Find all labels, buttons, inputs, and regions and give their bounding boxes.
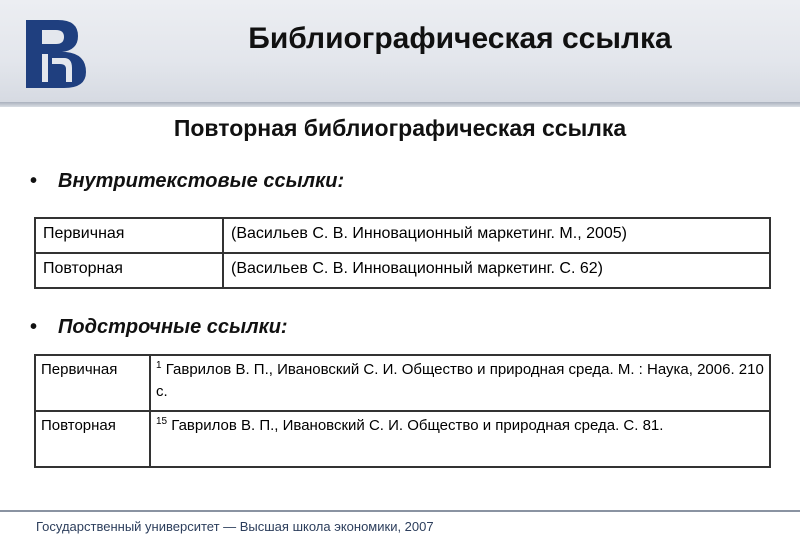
row-label: Повторная bbox=[35, 411, 150, 467]
row-label: Повторная bbox=[35, 253, 223, 288]
slide-subtitle: Повторная библиографическая ссылка bbox=[173, 115, 627, 141]
row-text-cell bbox=[150, 411, 770, 467]
row-text: Гаврилов В. П., Ивановский С. И. Общество и природная среда. М. : Наука, 2006. 210 с. bbox=[156, 361, 764, 400]
slide-title: Библиографическая ссылка bbox=[248, 22, 672, 55]
slide-header bbox=[0, 0, 800, 102]
bullet-footnote-label: Подстрочные ссылки: bbox=[58, 316, 288, 338]
bullet-intext bbox=[30, 170, 344, 193]
footer-divider bbox=[0, 510, 800, 512]
table-row bbox=[35, 411, 770, 467]
row-label: Первичная bbox=[35, 355, 150, 411]
row-text: (Васильев С. В. Инновационный маркетинг. С. 62) bbox=[223, 253, 770, 288]
bullet-footnote bbox=[30, 316, 288, 339]
hse-logo-icon bbox=[20, 16, 92, 92]
row-text: (Васильев С. В. Инновационный маркетинг. М., 2005) bbox=[223, 218, 770, 253]
header-divider bbox=[0, 102, 800, 107]
footnote-number: 1 bbox=[156, 360, 162, 371]
table-row bbox=[35, 218, 770, 253]
footer-text: Государственный университет — Высшая школа экономики, 2007 bbox=[36, 519, 434, 534]
row-label: Первичная bbox=[35, 218, 223, 253]
bullet-intext-label: Внутритекстовые ссылки: bbox=[58, 170, 345, 192]
table-row bbox=[35, 355, 770, 411]
row-text: Гаврилов В. П., Ивановский С. И. Общество и природная среда. С. 81. bbox=[171, 417, 664, 434]
intext-references-table bbox=[34, 217, 771, 289]
table-row bbox=[35, 253, 770, 288]
row-text-cell bbox=[150, 355, 770, 411]
footnote-references-table bbox=[34, 354, 771, 468]
bullet-dot: • bbox=[30, 316, 38, 338]
bullet-dot: • bbox=[30, 170, 38, 192]
footnote-number: 15 bbox=[156, 416, 168, 427]
